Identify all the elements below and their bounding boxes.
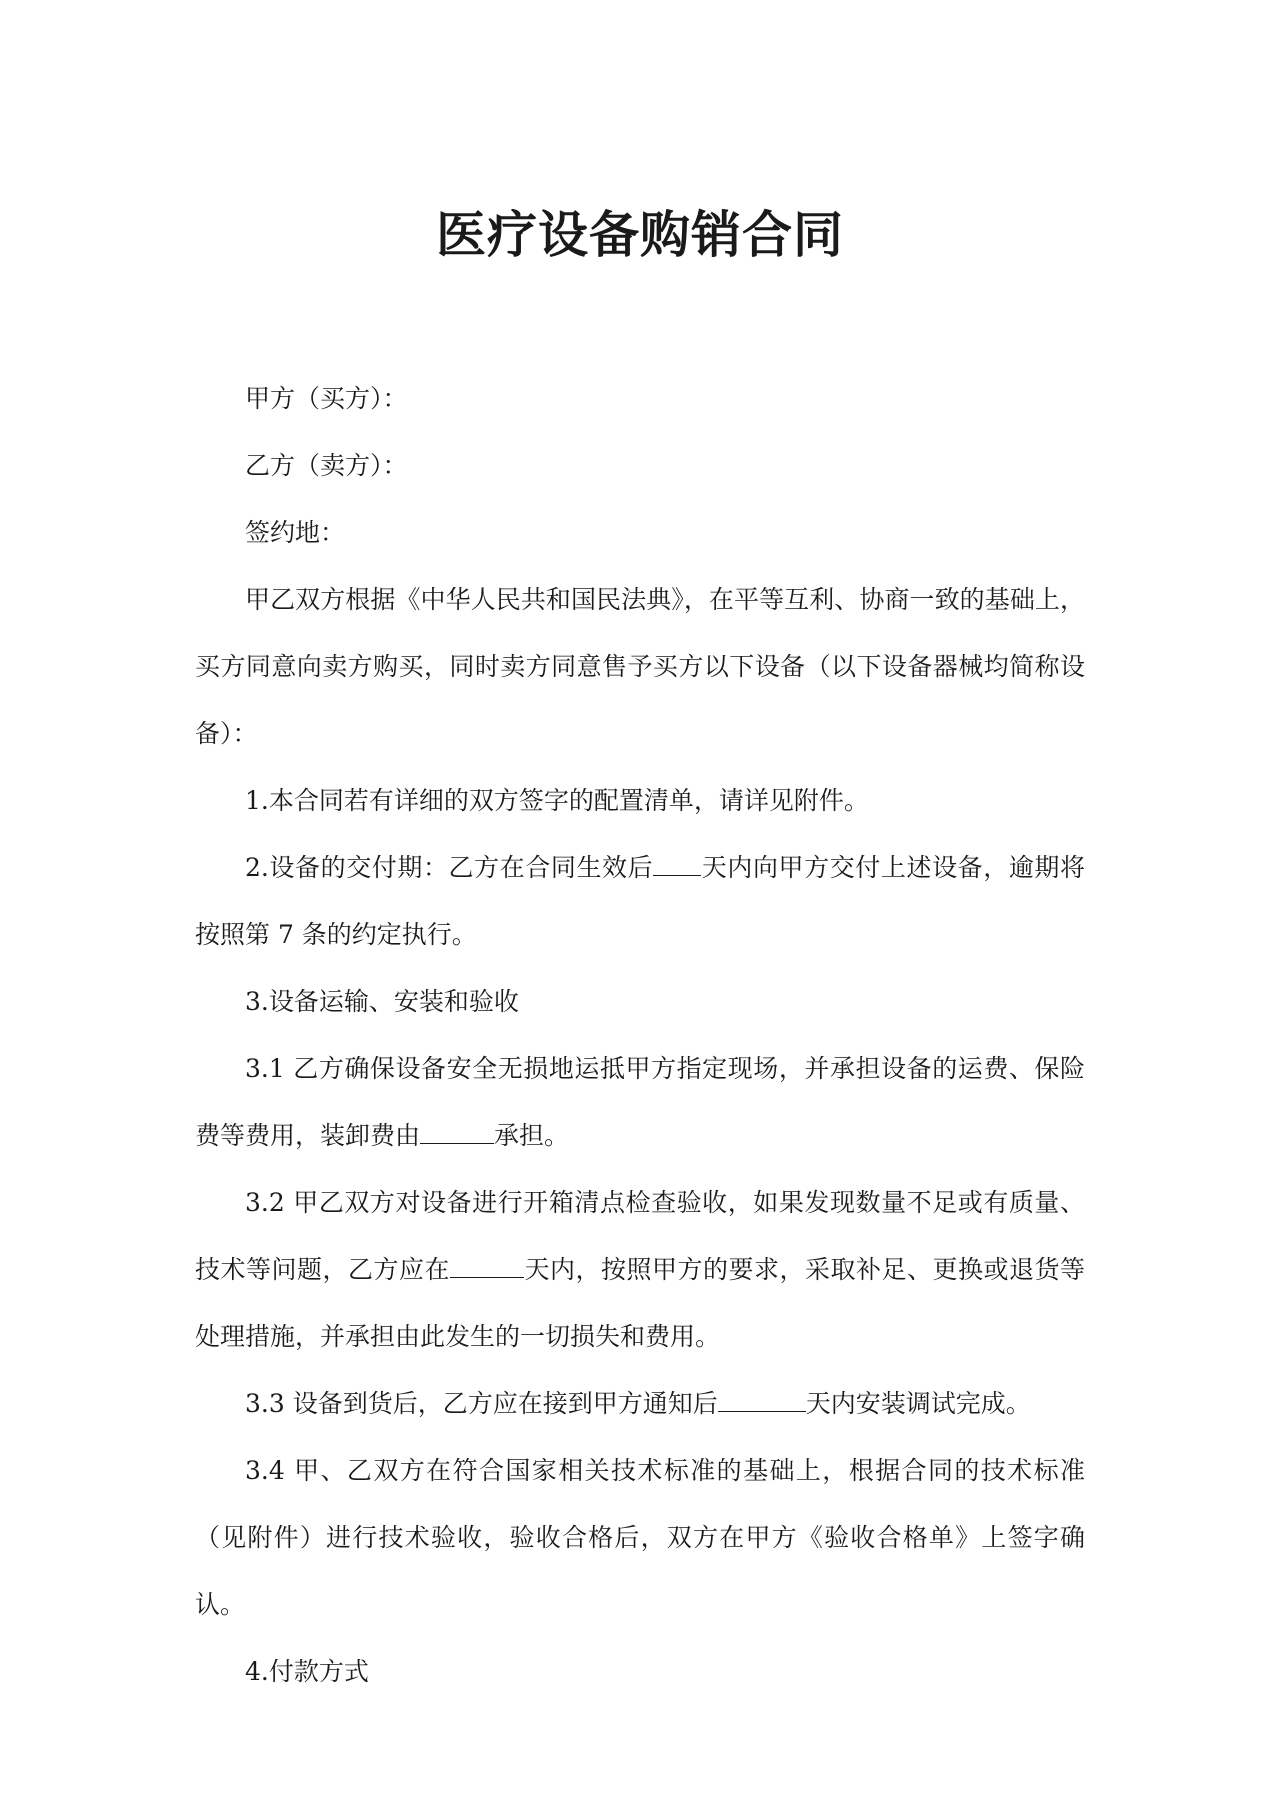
clause-3-1: [195, 1035, 1085, 1169]
handling-fee-party-blank: [420, 1115, 494, 1144]
clause-2-text-after: 天内向甲方交付上述设备，逾期将按照第 7 条的约定执行。: [195, 853, 1085, 949]
clause-3-1-text-before: 3.1 乙方确保设备安全无损地运抵甲方指定现场，并承担设备的运费、保险费等费用，装卸费由: [195, 1054, 1085, 1150]
party-a-line: 甲方（买方）：: [245, 384, 408, 413]
sign-place-line: 签约地：: [245, 518, 346, 547]
clause-3-2: [195, 1169, 1085, 1370]
preamble-paragraph: 甲乙双方根据《中华人民共和国民法典》，在平等互利、协商一致的基础上，买方同意向卖方购买，同时卖方同意售予买方以下设备（以下设备器械均简称设备）：: [195, 585, 1085, 748]
clause-2: [195, 834, 1085, 968]
party-b-line: 乙方（卖方）：: [245, 451, 408, 480]
document-body: [195, 365, 1085, 1705]
clause-3-heading: 3.设备运输、安装和验收: [245, 987, 519, 1016]
clause-3-3: [195, 1370, 1085, 1437]
clause-3-2-text-after: 天内，按照甲方的要求，采取补足、更换或退货等处理措施，并承担由此发生的一切损失和费用。: [195, 1255, 1085, 1351]
clause-2-text-before: 2.设备的交付期：乙方在合同生效后: [245, 853, 654, 882]
delivery-days-blank: [653, 847, 701, 876]
installation-days-blank: [718, 1383, 806, 1412]
clause-3-1-text-after: 承担。: [494, 1121, 570, 1150]
clause-3-4: 3.4 甲、乙双方在符合国家相关技术标准的基础上，根据合同的技术标准（见附件）进行技术验收，验收合格后，双方在甲方《验收合格单》上签字确认。: [195, 1456, 1085, 1619]
clause-3-3-text-after: 天内安装调试完成。: [805, 1389, 1031, 1418]
document-title: 医疗设备购销合同: [436, 205, 844, 264]
clause-3-3-text-before: 3.3 设备到货后，乙方应在接到甲方通知后: [245, 1389, 718, 1418]
clause-3-2-text-before: 3.2 甲乙双方对设备进行开箱清点检查验收，如果发现数量不足或有质量、技术等问题，乙方应在: [195, 1188, 1085, 1284]
clause-4-heading: 4.付款方式: [245, 1657, 369, 1686]
clause-1: 1.本合同若有详细的双方签字的配置清单，请详见附件。: [245, 786, 869, 815]
remedy-days-blank: [450, 1249, 524, 1278]
